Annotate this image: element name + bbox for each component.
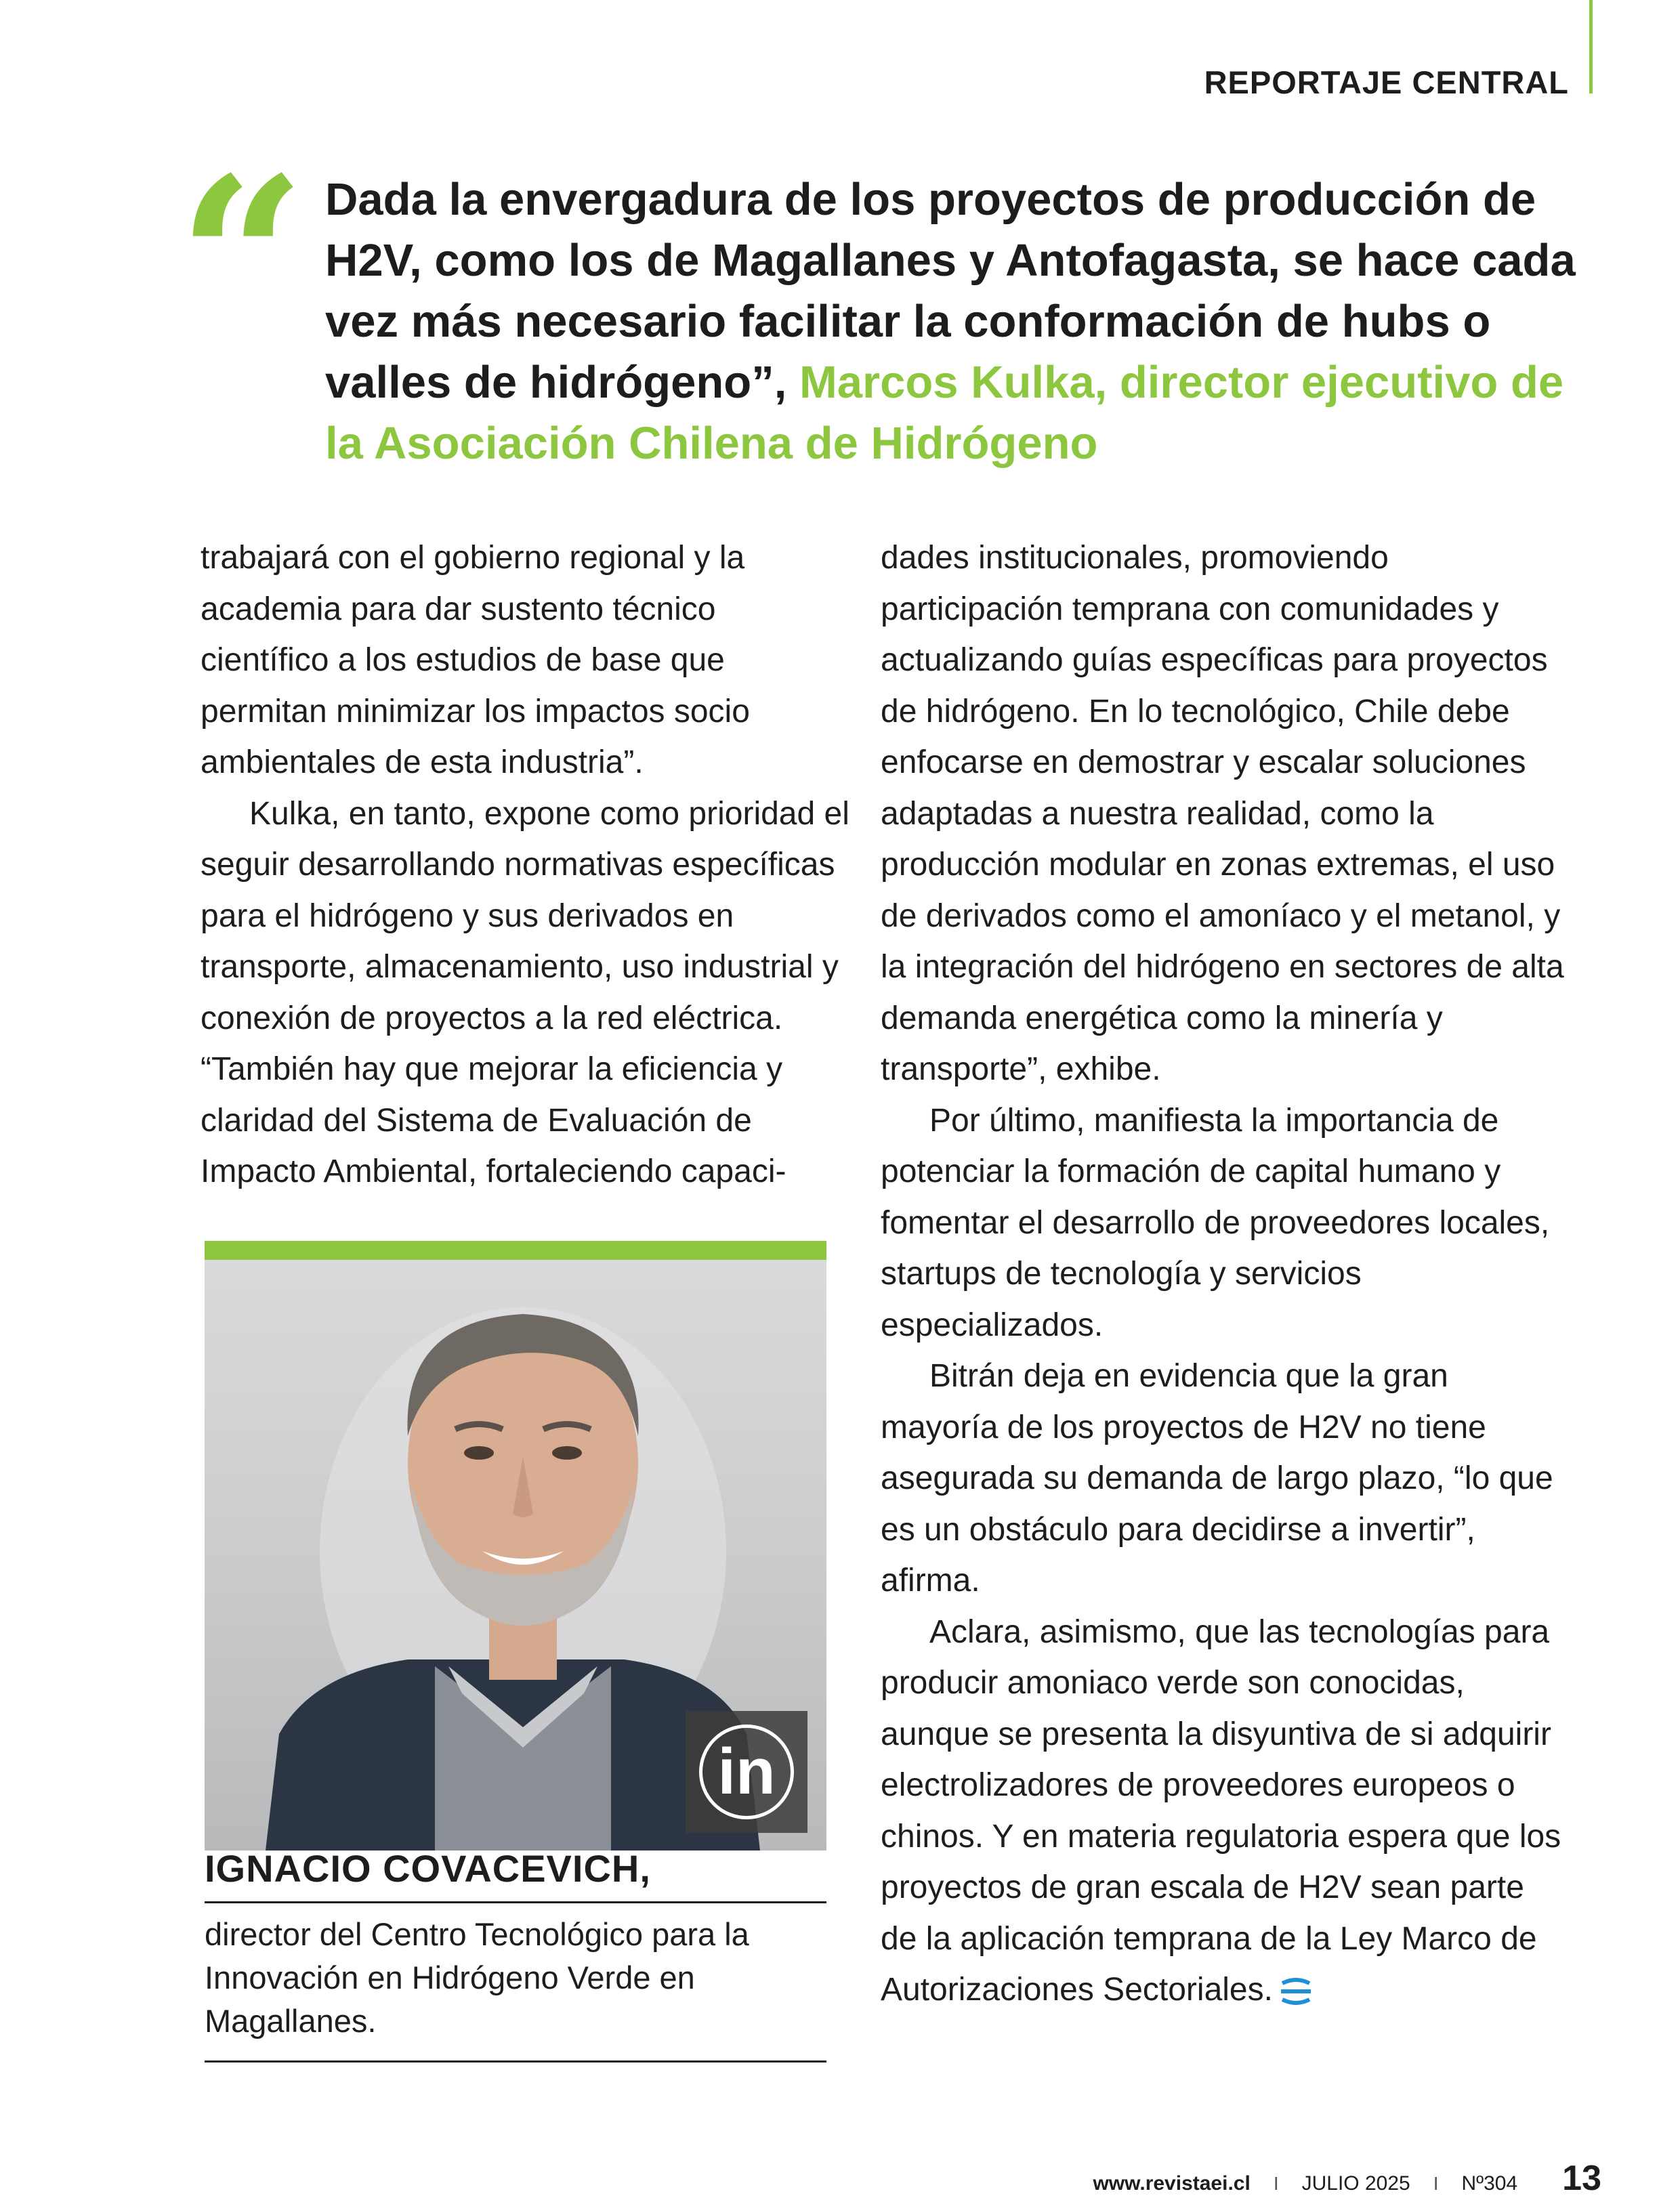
section-accent-bar [1589,0,1593,93]
linkedin-button[interactable] [686,1711,807,1833]
section-label: REPORTAJE CENTRAL [1204,64,1569,100]
article-column-right [881,532,1565,2016]
paragraph: Aclara, asimismo, que las tecnologías para producir amoniaco verde son conocidas, aunque se presenta la disyuntiva de si adquirir electrolizadores de proveedores europeos o chinos. Y en materia regulatoria espera que los proyectos de gran escala de H2V sean parte de la aplicación temprana de la Ley Marco de Autorizaciones Sectoriales. [881,1613,1561,2008]
footer-separator: I [1273,2173,1279,2194]
profile-role: director del Centro Tecnológico para la Innovación en Hidrógeno Verde en Magallanes. [205,1909,826,2062]
paragraph: trabajará con el gobierno regional y la academia para dar sustento técnico científico a los estudios de base que permitan minimizar los impactos socio ambientales de esta industria”. [201,540,750,780]
footer-separator: I [1433,2173,1439,2194]
page-number: 13 [1562,2159,1601,2198]
portrait-photo [205,1241,826,1850]
linkedin-icon [699,1725,794,1819]
pull-quote-attribution: Marcos Kulka, director ejecutivo de la Asociación Chilena de Hidrógeno [325,357,1564,469]
pull-quote [325,169,1599,474]
page-footer [1093,2158,1601,2199]
website-link[interactable]: www.revistaei.cl [1093,2172,1251,2195]
issue-date: JULIO 2025 [1301,2172,1410,2195]
paragraph: dades institucionales, promoviendo participación temprana con comunidades y actualizando guías específicas para proyectos de hidrógeno. En lo tecnológico, Chile debe enfocarse en demostrar y escalar soluciones adaptadas a nuestra realidad, como la producción modular en zonas extremas, el uso de derivados como el amoníaco y el metanol, y la integración del hidrógeno en sectores de alta demanda energética como la minería y transporte”, exhibe. [881,540,1564,1087]
profile-name: IGNACIO COVACEVICH, [205,1846,826,1903]
pull-quote-text: Dada la envergadura de los proyectos de producción de H2V, como los de Magallanes y Antofagasta, se hace cada vez más necesario facilitar la conformación de hubs o valles de hidrógeno”, [325,174,1576,408]
paragraph: Por último, manifiesta la importancia de potenciar la formación de capital humano y fomentar el desarrollo de proveedores locales, startups de tecnología y servicios especializados. [881,1102,1550,1343]
end-mark-icon [1278,1978,1314,2005]
quote-mark-icon: “ [177,128,306,391]
paragraph: Kulka, en tanto, expone como prioridad el seguir desarrollando normativas específicas para el hidrógeno y sus derivados en transporte, almacenamiento, uso industrial y conexión de proyectos a la red eléctrica. “También hay que mejorar la eficiencia y claridad del Sistema de Evaluación de Impacto Ambiental, fortaleciendo capaci- [201,795,849,1189]
issue-number: Nº304 [1461,2172,1518,2195]
paragraph: Bitrán deja en evidencia que la gran mayoría de los proyectos de H2V no tiene asegurada su demanda de largo plazo, “lo que es un obstáculo para decidirse a invertir”, afirma. [881,1358,1553,1599]
article-column-left [201,532,851,1198]
linkedin-label: in [717,1735,776,1808]
